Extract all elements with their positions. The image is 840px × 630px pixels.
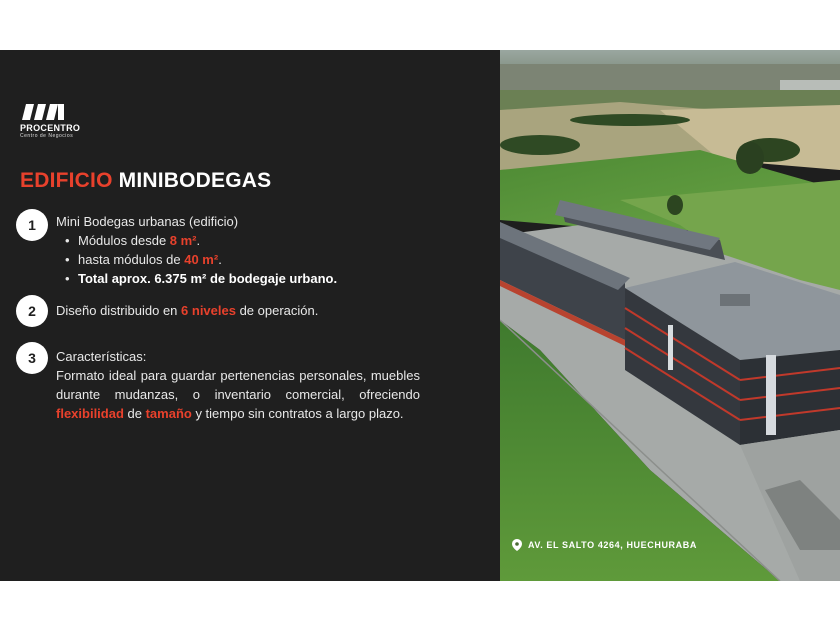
bullet-highlight: 8 m² — [169, 233, 197, 248]
logo-mark-icon — [20, 102, 66, 122]
info-panel — [0, 50, 500, 581]
highlight-flexibilidad: flexibilidad — [56, 406, 124, 421]
item-2-text: Diseño distribuido en — [56, 303, 182, 318]
logo-tagline: Centro de Negocios — [20, 133, 74, 139]
paragraph-text: y tiempo sin contratos a largo plazo. — [191, 406, 404, 421]
location-pin-icon — [512, 539, 522, 551]
item-2-suffix: de operación. — [235, 303, 319, 318]
bullet-suffix: . — [218, 252, 222, 267]
paragraph-text: Formato ideal para guardar pertenencias personales, muebles durante mudanzas, o inventario comercial, ofreciendo — [56, 368, 420, 402]
warehouse-aerial-illustration — [500, 50, 840, 581]
address-caption — [512, 539, 697, 551]
bullet-text: Módulos desde — [78, 233, 170, 248]
highlight-tamano: tamaño — [145, 406, 192, 421]
bullet-text: hasta módulos de — [78, 252, 185, 267]
logo-name: PROCENTRO — [20, 123, 81, 133]
number-badge: 1 — [16, 209, 48, 241]
item-2-highlight: 6 niveles — [181, 303, 236, 318]
bullet-total-area — [78, 269, 456, 288]
title-accent: EDIFICIO — [20, 169, 113, 192]
bullet-max-module — [78, 250, 456, 269]
number-badge: 2 — [16, 295, 48, 327]
bullet-suffix: . — [196, 233, 201, 248]
item-1-content — [56, 212, 456, 288]
paragraph-text: de — [123, 406, 146, 421]
bullet-min-module — [78, 231, 456, 250]
item-1-bullets — [56, 231, 456, 288]
page-title — [20, 169, 271, 193]
item-2-content — [56, 301, 456, 320]
item-1-heading: Mini Bodegas urbanas (edificio) — [56, 214, 239, 229]
bullet-highlight: 40 m² — [184, 252, 219, 267]
aerial-photo — [500, 50, 840, 581]
title-rest: MINIBODEGAS — [118, 169, 272, 192]
address-text: AV. EL SALTO 4264, HUECHURABA — [528, 540, 697, 550]
number-badge: 3 — [16, 342, 48, 374]
bullet-bold-text: Total aprox. 6.375 m² de bodegaje urbano. — [78, 271, 338, 286]
item-3-heading: Características: — [56, 349, 147, 364]
slide — [0, 50, 840, 581]
item-3-paragraph — [56, 366, 420, 423]
item-3-content — [56, 347, 420, 423]
